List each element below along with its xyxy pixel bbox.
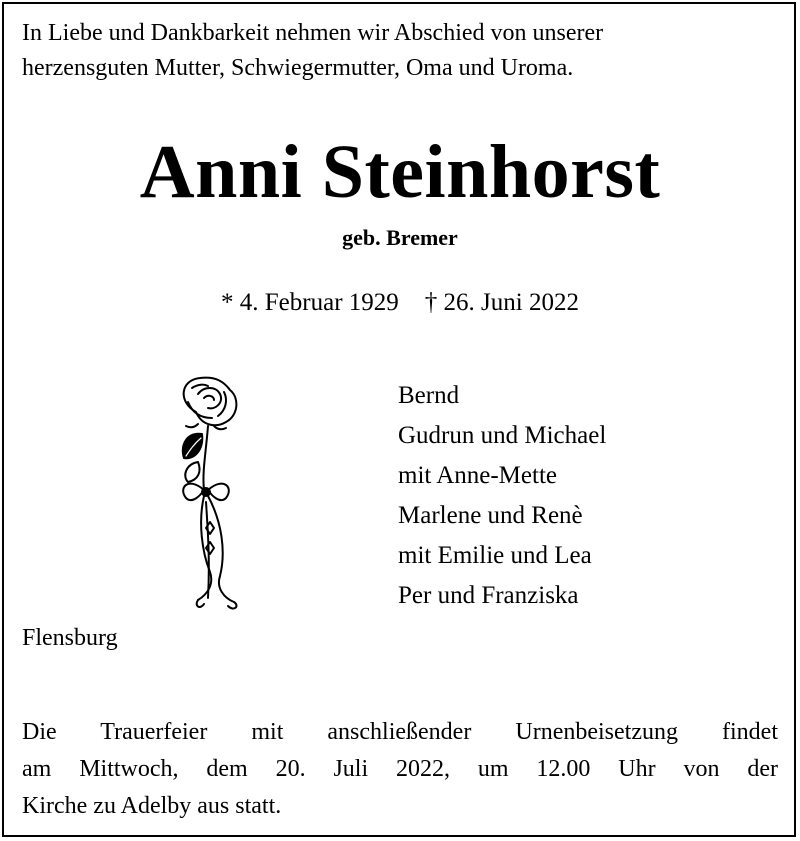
birth-date: * 4. Februar 1929 bbox=[221, 289, 399, 316]
maiden-name: geb. Bremer bbox=[342, 225, 458, 250]
service-info bbox=[22, 714, 778, 825]
family-member: Per und Franziska bbox=[398, 582, 579, 609]
service-line: Kirche zu Adelby aus statt. bbox=[22, 793, 282, 819]
family-member: mit Anne-Mette bbox=[398, 462, 557, 489]
place-name: Flensburg bbox=[22, 625, 118, 651]
death-date: † 26. Juni 2022 bbox=[424, 289, 579, 316]
deceased-name: Anni Steinhorst bbox=[139, 130, 661, 214]
rose-icon bbox=[168, 372, 254, 612]
family-member: Marlene und Renè bbox=[398, 502, 583, 529]
intro-text bbox=[22, 16, 782, 86]
family-list bbox=[398, 376, 606, 616]
family-member: Gudrun und Michael bbox=[398, 422, 607, 449]
intro-line: In Liebe und Dankbarkeit nehmen wir Abschied von unserer bbox=[22, 20, 604, 46]
intro-line: herzensguten Mutter, Schwiegermutter, Oma und Uroma. bbox=[22, 55, 574, 81]
family-member: mit Emilie und Lea bbox=[398, 542, 592, 569]
service-line: am Mittwoch, dem 20. Juli 2022, um 12.00 Uhr von der bbox=[22, 756, 778, 782]
service-line: Die Trauerfeier mit anschließender Urnenbeisetzung findet bbox=[22, 719, 778, 745]
life-dates bbox=[0, 286, 800, 320]
family-member: Bernd bbox=[398, 382, 460, 409]
